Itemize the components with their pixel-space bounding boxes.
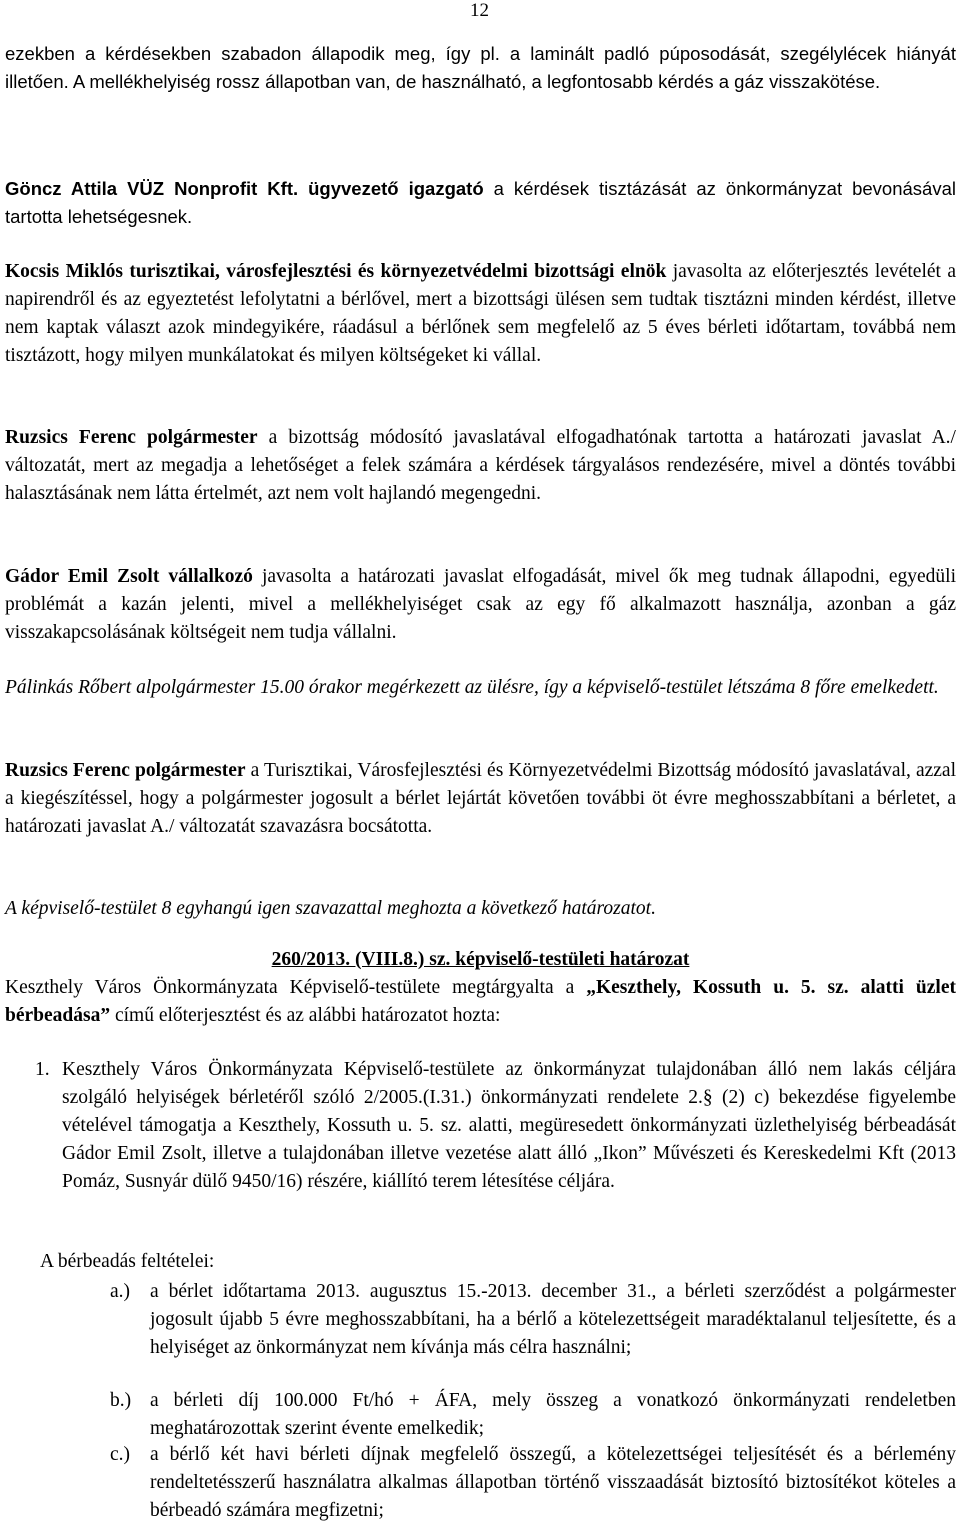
paragraph-8	[5, 895, 956, 923]
resolution-title-text: 260/2013. (VIII.8.) sz. képviselő-testületi határozat	[271, 949, 690, 970]
paragraph-7	[5, 757, 956, 841]
paragraph-4-text: a bizottság módosító javaslatával elfogadhatónak tartotta a határozati javaslat A./ változatát, mert az megadja a lehetőséget a felek számára a kérdések tárgyalásos rendezésére, mivel a döntés további halasztásának nem látta értelmét, azt nem volt hajlandó megengedni.	[5, 427, 956, 504]
resolution-intro-pre: Keszthely Város Önkormányzata Képviselő-testülete megtárgyalta a	[5, 977, 587, 998]
paragraph-1-text: ezekben a kérdésekben szabadon állapodik meg, így pl. a laminált padló púposodását, szegélylécek hiányát illetően. A mellékhelyiség rossz állapotban van, de használható, a legfontosabb kérdés a gáz visszakötése.	[5, 43, 956, 92]
condition-a-label: a.)	[110, 1281, 131, 1302]
paragraph-7-text: a Turisztikai, Városfejlesztési és Környezetvédelmi Bizottság módosító javaslatával, azzal a kiegészítéssel, hogy a polgármester jogosult a bérlet lejártát követően további öt évre meghosszabbítani a bérletet, a határozati javaslat A./ változatát szavazásra bocsátotta.	[5, 760, 956, 837]
paragraph-2	[5, 175, 956, 231]
speaker-kocsis: Kocsis Miklós turisztikai, városfejlesztési és környezetvédelmi bizottsági elnök	[5, 261, 667, 282]
item-1-number: 1.	[35, 1059, 50, 1080]
paragraph-3-text: javasolta az előterjesztés levételét a napirendről és az egyeztetést lefolytatni a bérlővel, mert a bizottsági ülésen sem tudtak tisztázni minden kérdést, illetve nem kaptak választ azok mindegyikére, ráadásul a bérlőnek sem megfelelő az 5 éves bérleti időtartam, továbbá nem tisztázott, hogy milyen munkálatokat és milyen költségeket ki vállal.	[5, 261, 956, 366]
condition-a-text: a bérlet időtartama 2013. augusztus 15.-2013. december 31., a bérleti szerződést a polgármester jogosult újabb 5 évre meghosszabbítani, ha a bérlő a kötelezettségeit maradéktalanul teljesítette, és a helyiséget az önkormányzat nem kívánja más célra használni;	[150, 1281, 956, 1358]
speaker-ruzsics-2: Ruzsics Ferenc polgármester	[5, 760, 246, 781]
resolution-intro-title: „Keszthely, Kossuth u. 5. sz. alatti üzlet bérbeadása”	[5, 977, 956, 1026]
paragraph-6	[5, 674, 956, 702]
condition-c-label: c.)	[110, 1444, 131, 1465]
paragraph-3	[5, 258, 956, 370]
resolution-title	[5, 946, 956, 974]
paragraph-6-text: Pálinkás Rőbert alpolgármester 15.00 órakor megérkezett az ülésre, így a képviselő-testület létszáma 8 főre emelkedett.	[5, 677, 939, 698]
speaker-gador: Gádor Emil Zsolt vállalkozó	[5, 566, 253, 587]
paragraph-5-text: javasolta a határozati javaslat elfogadását, mivel ők meg tudnak állapodni, egyedüli problémát a kazán jelenti, mivel a mellékhelyiséget csak az egy fő alkalmazott használja, azonban a gáz visszakapcsolásának költségeit nem tudja vállalni.	[5, 566, 956, 643]
paragraph-2-text: a kérdések tisztázását az önkormányzat bevonásával tartotta lehetségesnek.	[5, 178, 956, 227]
condition-c-text: a bérlő két havi bérleti díjnak megfelelő összegű, a kötelezettségei teljesítését és a bérlemény rendeltetésszerű használatra alkalmas állapotban történő visszaadását biztosító biztosítékot köteles a bérbeadó számára megfizetni;	[150, 1444, 956, 1521]
paragraph-5	[5, 563, 956, 647]
resolution-intro	[5, 974, 956, 1030]
item-1-text: Keszthely Város Önkormányzata Képviselő-testülete az önkormányzat tulajdonában álló nem lakás céljára szolgáló helyiségek bérletéről szóló 2/2005.(I.31.) önkormányzati rendelete 2.§ (2) c) bekezdése figyelembe vételével támogatja a Keszthely, Kossuth u. 5. sz. alatti, megüresedett önkormányzati üzlethelyiség bérbeadását Gádor Emil Zsolt, illetve a tulajdonában illetve vezetése alatt álló „Ikon” Művészeti és Kereskedelmi Kft (2013 Pomáz, Susnyár dülő 9450/16) részére, kiállító terem létesítése céljára.	[62, 1059, 956, 1192]
speaker-goncz: Göncz Attila VÜZ Nonprofit Kft. ügyvezető igazgató	[5, 178, 484, 199]
paragraph-4	[5, 424, 956, 508]
paragraph-1	[5, 40, 956, 96]
conditions-heading: A bérbeadás feltételei:	[40, 1251, 215, 1272]
condition-b-label: b.)	[110, 1390, 132, 1411]
condition-b-text: a bérleti díj 100.000 Ft/hó + ÁFA, mely összeg a vonatkozó önkormányzati rendeletben meghatározottak szerint évente emelkedik;	[150, 1390, 956, 1439]
paragraph-8-text: A képviselő-testület 8 egyhangú igen szavazattal meghozta a következő határozatot.	[5, 898, 656, 919]
speaker-ruzsics-1: Ruzsics Ferenc polgármester	[5, 427, 258, 448]
page-number: 12	[470, 0, 489, 21]
resolution-intro-post: című előterjesztést és az alábbi határozatot hozta:	[110, 1005, 501, 1026]
